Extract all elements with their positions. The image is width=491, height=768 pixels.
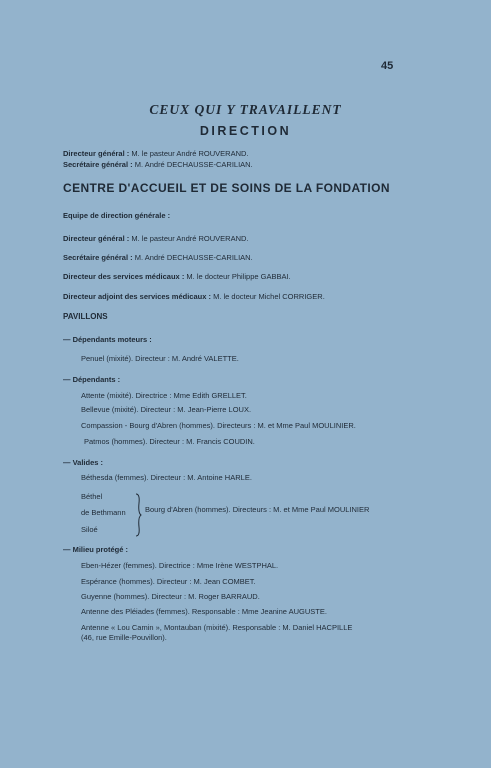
group-title: Dépendants : [72,375,121,384]
direction-label: Directeur général : [63,149,130,158]
pavilion-item: Penuel (mixité). Directeur : M. André VALETTE. [81,354,239,363]
pavilion-item: Antenne des Pléiades (femmes). Responsable : Mme Jeanine AUGUSTE. [81,607,327,616]
centre-heading: CENTRE D'ACCUEIL ET DE SOINS DE LA FONDATION [63,181,390,195]
group-heading: — Dépendants : [63,375,121,384]
direction-heading: DIRECTION [199,124,292,138]
grouped-name: Siloé [81,525,98,534]
pavilion-item: Attente (mixité). Directrice : Mme Edith GRELLET. [81,391,247,400]
centre-value: M. le pasteur André ROUVERAND. [131,234,249,243]
pavilion-item: Guyenne (hommes). Directeur : M. Roger BARRAUD. [81,592,260,601]
grouped-name: de Bethmann [81,508,126,517]
pavilion-item: Compassion - Bourg d'Abren (hommes). Directeurs : M. et Mme Paul MOULINIER. [81,421,356,430]
group-title: Dépendants moteurs : [72,335,152,344]
direction-line [63,149,249,158]
pavilion-item: Antenne « Lou Camin », Montauban (mixité). Responsable : M. Daniel HACPILLE [81,623,353,632]
pavilion-item: (46, rue Emille-Pouvillon). [81,633,167,642]
centre-line [63,253,253,262]
centre-line [63,272,291,281]
group-heading: — Valides : [63,458,104,467]
group-heading: — Dépendants moteurs : [63,335,152,344]
brace-icon [134,493,142,537]
page-number: 45 [381,60,394,72]
group-heading: — Milieu protégé : [63,545,129,554]
direction-value: M. André DECHAUSSE-CARILIAN. [134,160,253,169]
grouped-text: Bourg d'Abren (hommes). Directeurs : M. et Mme Paul MOULINIER [145,505,370,514]
centre-label: Directeur des services médicaux : [63,272,185,281]
centre-line [63,234,249,243]
centre-label: Directeur général : [63,234,130,243]
pavilion-item: Béthesda (femmes). Directeur : M. Antoine HARLE. [81,473,252,482]
pavilion-item: Espérance (hommes). Directeur : M. Jean COMBET. [81,577,256,586]
group-title: Milieu protégé : [72,545,129,554]
page-title: CEUX QUI Y TRAVAILLENT [149,102,342,117]
pavilion-item: Patmos (hommes). Directeur : M. Francis COUDIN. [84,437,255,446]
pavillons-heading: PAVILLONS [63,312,108,321]
group-title: Valides : [72,458,104,467]
centre-value: M. André DECHAUSSE-CARILIAN. [134,253,253,262]
centre-value: M. le docteur Michel CORRIGER. [213,292,325,301]
pavilion-item: Eben-Hézer (femmes). Directrice : Mme Irène WESTPHAL. [81,561,279,570]
centre-value: M. le docteur Philippe GABBAI. [186,272,291,281]
equipe-heading: Equipe de direction générale : [63,211,171,220]
direction-value: M. le pasteur André ROUVERAND. [131,149,249,158]
pavilion-item: Bellevue (mixité). Directeur : M. Jean-Pierre LOUX. [81,405,252,414]
direction-line [63,160,253,169]
centre-label: Secrétaire général : [63,253,133,262]
centre-line [63,292,325,301]
centre-label: Directeur adjoint des services médicaux : [63,292,211,301]
direction-label: Secrétaire général : [63,160,133,169]
grouped-name: Béthel [81,492,103,501]
